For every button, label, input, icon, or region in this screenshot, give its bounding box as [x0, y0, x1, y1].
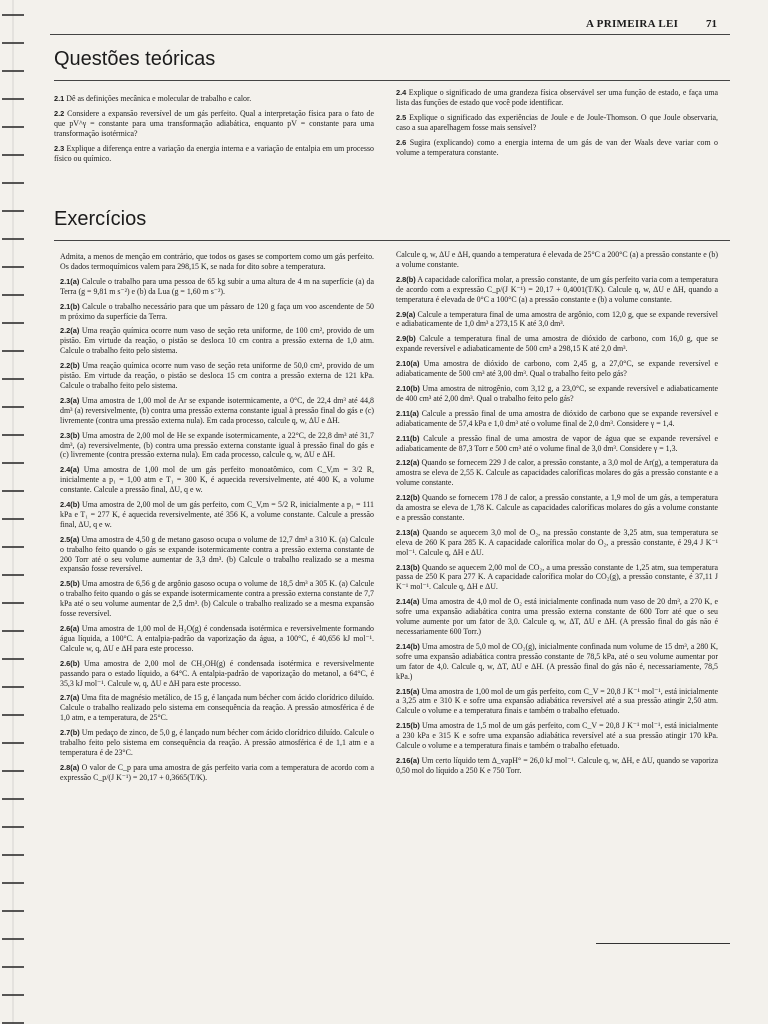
exercise-text: A capacidade calorífica molar, a pressão constante, de um gás perfeito varia com a temperatura de acordo com a expressão C_p/(J K⁻¹) = 20,17 + 0,4001(T/K). Calcule q, w, ΔU e ΔH, quando a temperatura é elevada de 0°C a 100°C (a) a pressão constante e (b) a volume constante.: [396, 274, 718, 304]
exercise-number: 2.15(b): [396, 721, 420, 731]
exercises-section-title: Exercícios: [54, 208, 147, 230]
exercise-item: [54, 94, 374, 104]
exercise-text: Um pedaço de zinco, de 5,0 g, é lançado num bécher com ácido clorídrico diluído. Calcule o trabalho feito pelo sistema em consequência da reação. A pressão atmosférica é de 1,1 atm e a temperatura é de 23°C.: [60, 728, 374, 757]
exercise-text: Um certo líquido tem Δ_vapH° = 26,0 kJ mol⁻¹. Calcule q, w, ΔH, e ΔU, quando se vaporiza 0,50 mol do líquido a 250 K e 750 Torr.: [396, 755, 718, 775]
exercise-item: [60, 659, 374, 689]
exercise-text: Uma amostra de 4,50 g de metano gasoso ocupa o volume de 12,7 dm³ a 310 K. (a) Calcule o trabalho feito quando o gás se expande isotermicamente contra a pressão externa constante de 200 Torr até o seu volume aumentar de 3,3 dm³. (b) Calcule o trabalho realizado se a mesma expansão fosse reversível.: [60, 534, 375, 574]
exercise-item: [54, 109, 374, 139]
exercise-text: O valor de C_p para uma amostra de gás perfeito varia com a temperatura de acordo com a expressão C_p/(J K⁻¹) = 20,17 + 0,3665(T/K).: [60, 762, 374, 782]
exercise-number: 2.2: [54, 108, 65, 118]
spiral-binding: [2, 0, 24, 1024]
exercise-text: Quando se fornecem 178 J de calor, a pressão constante, a 1,9 mol de um gás, a temperatura da amostra se eleva de 1,78 K. Calcule as capacidades caloríficas molares do gás a volume constante e a pressão constante.: [396, 493, 718, 522]
exercise-number: 2.8(a): [60, 762, 80, 772]
exercise-text: Uma amostra de 1,5 mol de um gás perfeito, com C_V = 20,8 J K⁻¹ mol⁻¹, está inicialmente a 230 kPa e 315 K e sofre uma expansão adiabática reversível até a sua pressão atingir 170 kPa. Calcule o volume e a temperatura finais e também o trabalho efetuado.: [396, 721, 718, 751]
exercise-text: Uma amostra de 1,00 mol de H₂O(g) é condensada isotérmica e reversivelmente formando água líquida, a 100°C. A entalpia-padrão da vaporização da água, a 100°C, é 40,656 kJ mol⁻¹. Calcule w, q, ΔU e ΔH para este processo.: [60, 624, 374, 653]
exercise-number: 2.3(a): [60, 395, 80, 405]
exercise-text: Calcule a pressão final de uma amostra de vapor de água que se expande reversível e adiabaticamente de 87,3 Torr e 500 cm³ até o volume final de 3,0 dm³. Considere γ = 1,3.: [396, 433, 718, 453]
exercise-number: 2.5: [396, 112, 407, 122]
exercise-number: 2.12(a): [396, 458, 420, 468]
exercises-rule: [54, 240, 730, 241]
exercise-number: 2.12(b): [396, 493, 420, 503]
exercise-text: Explique o significado das experiências de Joule e de Joule-Thomson. O que Joule observaria, caso a sua aparelhagem fosse mais sensível?: [396, 112, 718, 132]
exercise-number: 2.4: [396, 88, 407, 97]
exercise-text: Quando se aquecem 2,00 mol de CO₂, a uma pressão constante de 1,25 atm, sua temperatura passa de 250 K para 277 K. A capacidade calorífica molar do CO₂(g), a pressão constante, é 37,11 J K⁻¹ mol⁻¹. Calcule q, ΔH e ΔU.: [396, 562, 718, 592]
exercise-item: [396, 528, 718, 558]
exercise-text: Uma reação química ocorre num vaso de seção reta uniforme de 50,0 cm², provido de um pistão. Em virtude da reação, o pistão se desloca 15 cm contra a pressão externa de 121 kPa. Calcule o trabalho feito pelo sistema.: [60, 361, 374, 390]
exercise-text: Quando se aquecem 3,0 mol de O₂, na pressão constante de 3,25 atm, sua temperatura se eleva de 260 K para 285 K. A capacidade calorífica molar do O₂, a pressão constante, é 29,4 J K⁻¹ mol⁻¹. Calcule q, ΔH e ΔU.: [396, 527, 718, 557]
exercise-item: [60, 624, 374, 654]
exercise-text: Explique o significado de uma grandeza física observável ser uma função de estado, e faça uma lista das funções de estado que você pode identificar.: [396, 88, 718, 107]
exercise-text: Calcule q, w, ΔU e ΔH, quando a temperatura é elevada de 25°C a 200°C (a) a pressão constante e (b) a volume constante.: [396, 250, 718, 269]
exercise-number: 2.5(b): [60, 579, 80, 589]
exercise-text: Sugira (explicando) como a energia interna de um gás de van der Waals deve variar com o volume a temperatura constante.: [396, 137, 718, 157]
exercise-number: 2.8(b): [396, 274, 416, 284]
theory-left-column: [54, 94, 374, 168]
exercise-item: [396, 275, 718, 305]
exercise-item: [60, 728, 374, 758]
exercise-text: Uma amostra de 4,0 mol de O₂ está inicialmente confinada num vaso de 20 dm³, a 270 K, e sofre uma expansão adiabática contra uma pressão externa constante de 600 Torr até que o seu volume aumente por um fator de 3,0. Calcule q, w, ΔT, ΔU e ΔH. (A pressão final do gás não é necessariamente 600 Torr.): [396, 597, 718, 636]
exercise-item: [54, 144, 374, 164]
theory-rule: [54, 80, 730, 81]
exercise-number: 2.14(b): [396, 641, 420, 651]
exercise-number: 2.10(a): [396, 359, 420, 369]
exercise-text: Uma amostra de 5,0 mol de CO₂(g), inicialmente confinada num volume de 15 dm³, a 280 K, sofre uma expansão adiabática contra pressão constante de 78,5 kPa, até o seu volume aumentar por um fator de 4,0. Calcule q, w, ΔT, ΔU e ΔH. (A pressão final do gás não é, necessariamente, 78,5 kPa.): [396, 641, 718, 681]
exercise-text: Uma amostra de 1,00 mol de um gás perfeito, com C_V = 20,8 J K⁻¹ mol⁻¹, está inicialmente a 3,25 atm e 310 K e sofre uma expansão adiabática reversível até a sua pressão atingir 2,50 atm. Calcule o volume e a temperatura finais e também o trabalho efetuado.: [396, 686, 718, 716]
exercise-item: [396, 687, 718, 717]
exercise-number: 2.4(a): [60, 465, 80, 475]
exercise-item: [60, 302, 374, 322]
exercise-text: Calcule o trabalho necessário para que um pássaro de 120 g faça um voo ascendente de 50 m próximo da superfície da Terra.: [60, 301, 374, 321]
exercise-item: [396, 250, 718, 270]
exercise-item: [396, 642, 718, 682]
exercise-number: 2.11(a): [396, 408, 420, 418]
exercise-text: Calcule a temperatura final de uma amostra de argônio, com 12,0 g, que se expande reversível e adiabaticamente de 1,0 dm³ a 273,15 K até 3,0 dm³.: [396, 309, 718, 329]
exercise-item: [396, 597, 718, 637]
exercise-number: 2.10(b): [396, 383, 420, 393]
exercise-item: [396, 113, 718, 133]
running-title: A PRIMEIRA LEI: [586, 18, 679, 30]
exercise-text: Uma amostra de dióxido de carbono, com 2,45 g, a 27,0°C, se expande reversível e adiabaticamente de 500 cm³ até 3,00 dm³. Qual o trabalho feito pelo gás?: [396, 359, 718, 379]
exercise-item: [396, 88, 718, 108]
exercise-number: 2.4(b): [60, 500, 80, 510]
exercise-number: 2.1: [54, 94, 65, 103]
exercises-left-column: [60, 252, 374, 788]
exercise-number: 2.6(a): [60, 624, 80, 633]
exercise-text: Uma amostra de 2,00 mol de um gás perfeito, com C_V,m = 5/2 R, inicialmente a p₁ = 111 kPa e T₁ = 277 K, é aquecida reversivelmente, até 356 K, a volume constante. Calcule a pressão final, ΔU, q e w.: [60, 500, 374, 529]
exercise-number: 2.7(b): [60, 728, 80, 738]
exercise-text: Calcule a temperatura final de uma amostra de dióxido de carbono, com 16,0 g, que se expande reversível e adiabaticamente de 500 cm³ a 298,15 K até 2,0 dm³.: [396, 334, 718, 354]
exercises-right-column: [396, 250, 718, 781]
exercise-text: Uma fita de magnésio metálico, de 15 g, é lançada num bécher com ácido clorídrico diluído. Calcule o trabalho realizado pelo sistema em consequência da reação. A pressão atmosférica é de 1,0 atm, e a temperatura, de 25°C.: [60, 693, 374, 723]
exercise-number: 2.3: [54, 143, 65, 153]
exercise-number: 2.13(b): [396, 562, 420, 572]
exercise-item: [396, 359, 718, 379]
exercise-item: [60, 277, 374, 297]
exercise-number: 2.1(a): [60, 276, 80, 286]
exercise-number: 2.9(b): [396, 334, 416, 344]
exercise-item: [60, 396, 374, 426]
exercise-item: [60, 579, 374, 619]
exercise-number: 2.6(b): [60, 658, 80, 668]
exercise-number: 2.2(b): [60, 361, 80, 371]
footer-rule: [596, 943, 730, 944]
exercise-text: Uma reação química ocorre num vaso de seção reta uniforme, de 100 cm², provido de um pistão. Em virtude da reação, o pistão se desloca 10 cm contra a pressão externa de 1,0 atm. Calcule o trabalho feito pelo sistema.: [60, 326, 374, 356]
exercise-item: [396, 409, 718, 429]
theory-section-title: Questões teóricas: [54, 48, 216, 70]
exercise-item: [396, 138, 718, 158]
exercise-item: [60, 326, 374, 356]
exercise-text: Uma amostra de nitrogênio, com 3,12 g, a 23,0°C, se expande reversível e adiabaticamente de 400 cm³ até 2,00 dm³. Qual o trabalho feito pelo gás?: [396, 383, 718, 403]
exercise-number: 2.16(a): [396, 755, 420, 765]
exercise-number: 2.15(a): [396, 686, 420, 696]
exercise-item: [396, 434, 718, 454]
exercise-text: Calcule a pressão final de uma amostra de dióxido de carbono que se expande reversível e adiabaticamente de 57,4 kPa e 1,0 dm³ até o volume final de 2,0 dm³. Considere γ = 1,4.: [396, 408, 718, 428]
exercises-intro: Admita, a menos de menção em contrário, que todos os gases se comportem como um gás perfeito. Os dados termoquímicos valem para 298,15 K, se nada for dito sobre a temperatura.: [60, 252, 374, 271]
exercise-text: Uma amostra de 2,00 mol de CH₃OH(g) é condensada isotérmica e reversivelmente passando para o estado líquido, a 64°C. A entalpia-padrão de vaporização do metanol, a 64°C, é 35,3 kJ mol⁻¹. Calcule w, q, ΔU e ΔH para este processo.: [60, 658, 374, 688]
exercise-item: [396, 756, 718, 776]
exercise-item: [60, 693, 374, 723]
exercise-number: 2.11(b): [396, 433, 420, 443]
exercise-item: [60, 431, 374, 461]
exercise-item: [60, 361, 374, 391]
theory-right-column: [396, 88, 718, 162]
exercise-number: 2.13(a): [396, 527, 420, 537]
exercise-number: 2.14(a): [396, 597, 420, 607]
exercise-item: [60, 500, 374, 530]
exercise-item: [396, 721, 718, 751]
exercise-text: Uma amostra de 1,00 mol de um gás perfeito monoatômico, com C_V,m = 3/2 R, inicialmente a p₁ = 1,00 atm e T₁ = 300 K, é aquecida reversivelmente, até 400 K, a volume constante. Calcule a pressão final, ΔU, q e w.: [60, 465, 374, 495]
exercise-number: 2.3(b): [60, 430, 80, 440]
exercise-item: [60, 535, 374, 575]
exercise-item: [396, 334, 718, 354]
exercise-item: [60, 763, 374, 783]
page-number: 71: [706, 18, 717, 30]
exercise-number: 2.7(a): [60, 693, 80, 703]
exercise-item: [396, 493, 718, 523]
header-rule: [50, 34, 730, 35]
exercise-text: Dê as definições mecânica e molecular de trabalho e calor.: [66, 94, 252, 103]
exercise-number: 2.9(a): [396, 309, 416, 319]
exercise-item: [396, 458, 718, 488]
exercise-text: Calcule o trabalho para uma pessoa de 65 kg subir a uma altura de 4 m na superfície (a) da Terra (g = 9,81 m s⁻²) e (b) da Lua (g = 1,60 m s⁻²).: [60, 276, 374, 296]
exercise-number: 2.5(a): [60, 534, 80, 544]
exercise-text: Uma amostra de 2,00 mol de He se expande isotermicamente, a 22°C, de 22,8 dm³ até 31,7 dm³, (a) reversivelmente, (b) contra uma pressão externa constante igual à pressão final do gás e (c) livremente (contra pressão externa nula). Em cada processo, calcule q, w, ΔU e ΔH.: [60, 430, 375, 460]
exercise-item: [60, 465, 374, 495]
exercise-item: [396, 310, 718, 330]
exercise-text: Quando se fornecem 229 J de calor, a pressão constante, a 3,0 mol de Ar(g), a temperatura da amostra se eleva de 2,55 K. Calcule as capacidades caloríficas molares do gás a pressão constante e a volume constante.: [396, 458, 718, 488]
exercise-item: [396, 563, 718, 593]
exercise-number: 2.1(b): [60, 301, 80, 311]
exercise-text: Explique a diferença entre a variação da energia interna e a variação de entalpia em um processo físico ou químico.: [54, 143, 374, 163]
exercise-item: [396, 384, 718, 404]
exercise-number: 2.2(a): [60, 326, 80, 336]
exercise-text: Considere a expansão reversível de um gás perfeito. Qual a interpretação física para o fato de que pV^γ = constante para uma transformação adiabática, enquanto pV = constante para uma transformação isotérmica?: [54, 108, 374, 138]
exercise-number: 2.6: [396, 137, 407, 147]
exercise-text: Uma amostra de 6,56 g de argônio gasoso ocupa o volume de 18,5 dm³ a 305 K. (a) Calcule o trabalho feito quando o gás se expande isotermicamente contra a pressão externa constante de 7,7 kPa até o seu volume aumentar de 2,5 dm³. (b) Calcule o trabalho realizado se a mesma expansão fosse reversível.: [60, 579, 374, 619]
exercise-text: Uma amostra de 1,00 mol de Ar se expande isotermicamente, a 0°C, de 22,4 dm³ até 44,8 dm³ (a) reversivelmente, (b) contra uma pressão externa constante igual à pressão final do gás e (c) livremente (contra uma pressão externa nula). Em cada processo, calcule q, w, ΔU e ΔH.: [60, 395, 374, 425]
